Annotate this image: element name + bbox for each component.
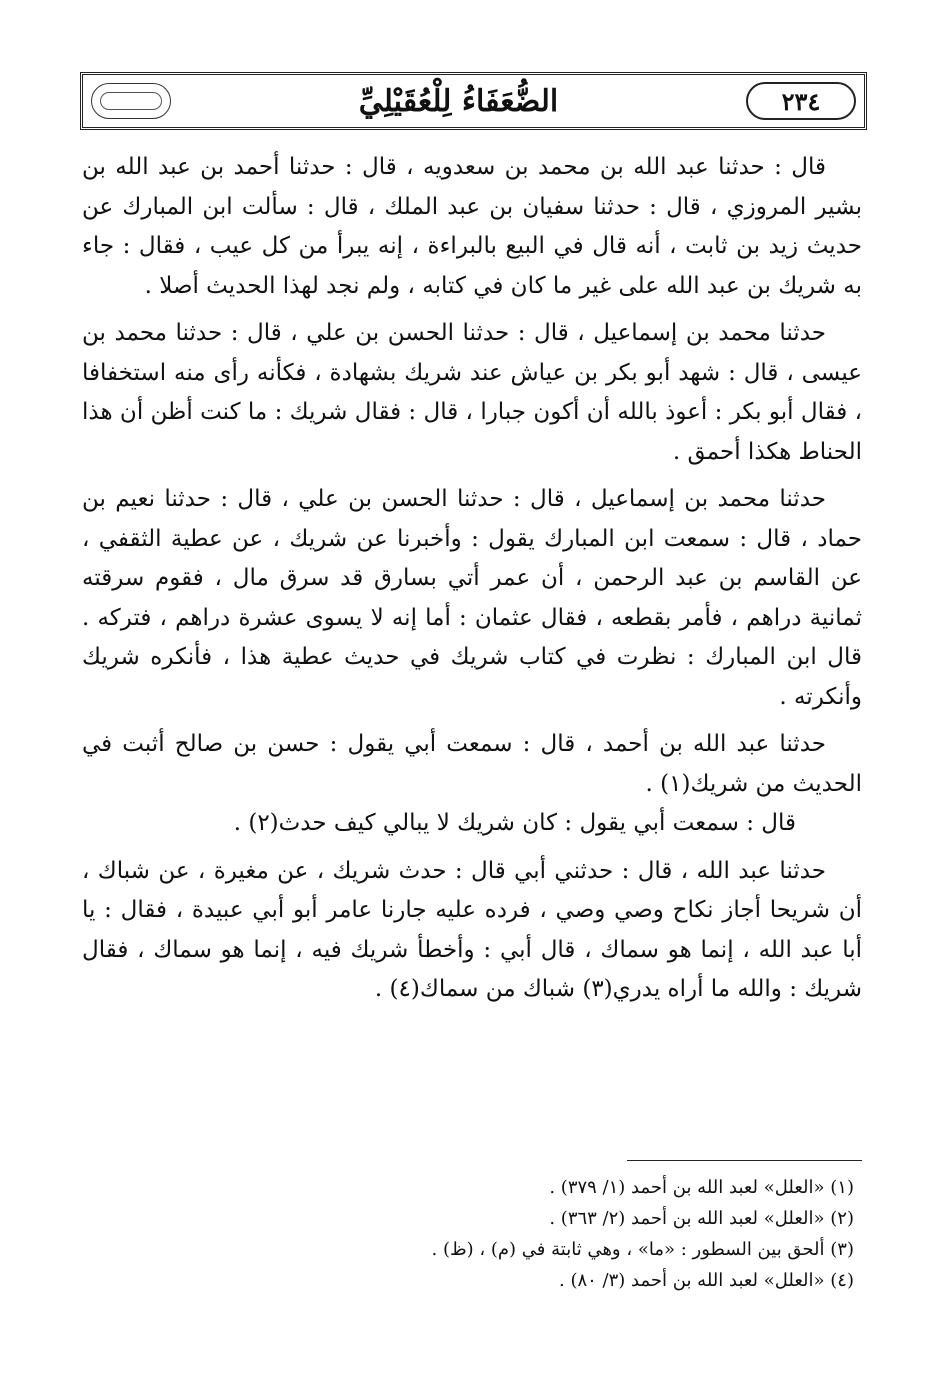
header-ornament-left	[91, 83, 171, 119]
footnote: (١) «العلل» لعبد الله بن أحمد (١/ ٣٧٩) .	[549, 1177, 854, 1198]
footnote-separator	[627, 1160, 862, 1161]
paragraph: حدثنا عبد الله ، قال : حدثني أبي قال : حدث شريك ، عن مغيرة ، عن شباك ، أن شريحا أجاز نكاح وصي وصي ، فرده عليه جارنا عامر أبو أبي عبيدة ، فقال : يا أبا عبد الله ، إنما هو سماك ، قال أبي : وأخطأ شريك فيه ، إنما هو سماك ، فقال شريك : والله ما أراه يدري(٣) شباك من سماك(٤) .	[82, 857, 862, 1002]
paragraph: حدثنا عبد الله بن أحمد ، قال : سمعت أبي يقول : حسن بن صالح أثبت في الحديث من شريك(١) .	[82, 731, 862, 797]
footnotes	[82, 1172, 862, 1296]
footnote: (٤) «العلل» لعبد الله بن أحمد (٣/ ٨٠) .	[559, 1270, 854, 1291]
main-text	[82, 148, 862, 1018]
footnote: (٢) «العلل» لعبد الله بن أحمد (٢/ ٣٦٣) .	[549, 1208, 854, 1229]
paragraph: قال : حدثنا عبد الله بن محمد بن سعدويه ، قال : حدثنا أحمد بن عبد الله بن بشير المروزي ، قال : حدثنا سفيان بن عبد الملك ، قال : سألت ابن المبارك عن حديث زيد بن ثابت ، أنه قال في البيع بالبراءة ، إنه يبرأ من كل عيب ، فقال : جاء به شريك بن عبد الله على غير ما كان في كتابه ، ولم نجد لهذا الحديث أصلا .	[82, 154, 862, 299]
footnote: (٣) ألحق بين السطور : «ما» ، وهي ثابتة في (م) ، (ظ) .	[431, 1239, 854, 1260]
page-number: ٢٣٤	[746, 82, 856, 120]
book-title: الضُّعَفَاءُ لِلْعُقَيْلِيِّ	[358, 83, 559, 119]
paragraph: قال : سمعت أبي يقول : كان شريك لا يبالي كيف حدث(٢) .	[233, 810, 796, 836]
page-header	[80, 72, 867, 130]
paragraph: حدثنا محمد بن إسماعيل ، قال : حدثنا الحسن بن علي ، قال : حدثنا نعيم بن حماد ، قال : سمعت ابن المبارك يقول : وأخبرنا عن شريك ، عن عطية الثقفي ، عن القاسم بن عبد الرحمن ، أن عمر أتي بسارق قد سرق مال ، فقوم سرقته ثمانية دراهم ، فأمر بقطعه ، فقال عثمان : أما إنه لا يسوى عشرة دراهم ، فتركه . قال ابن المبارك : نظرت في كتاب شريك في حديث عطية هذا ، فأنكره شريك وأنكرته .	[82, 486, 862, 710]
paragraph: حدثنا محمد بن إسماعيل ، قال : حدثنا الحسن بن علي ، قال : حدثنا محمد بن عيسى ، قال : شهد أبو بكر بن عياش عند شريك بشهادة ، فكأنه رأى منه استخفافا ، فقال أبو بكر : أعوذ بالله أن أكون جبارا ، قال : فقال شريك : ما كنت أظن أن هذا الحناط هكذا أحمق .	[82, 320, 862, 465]
